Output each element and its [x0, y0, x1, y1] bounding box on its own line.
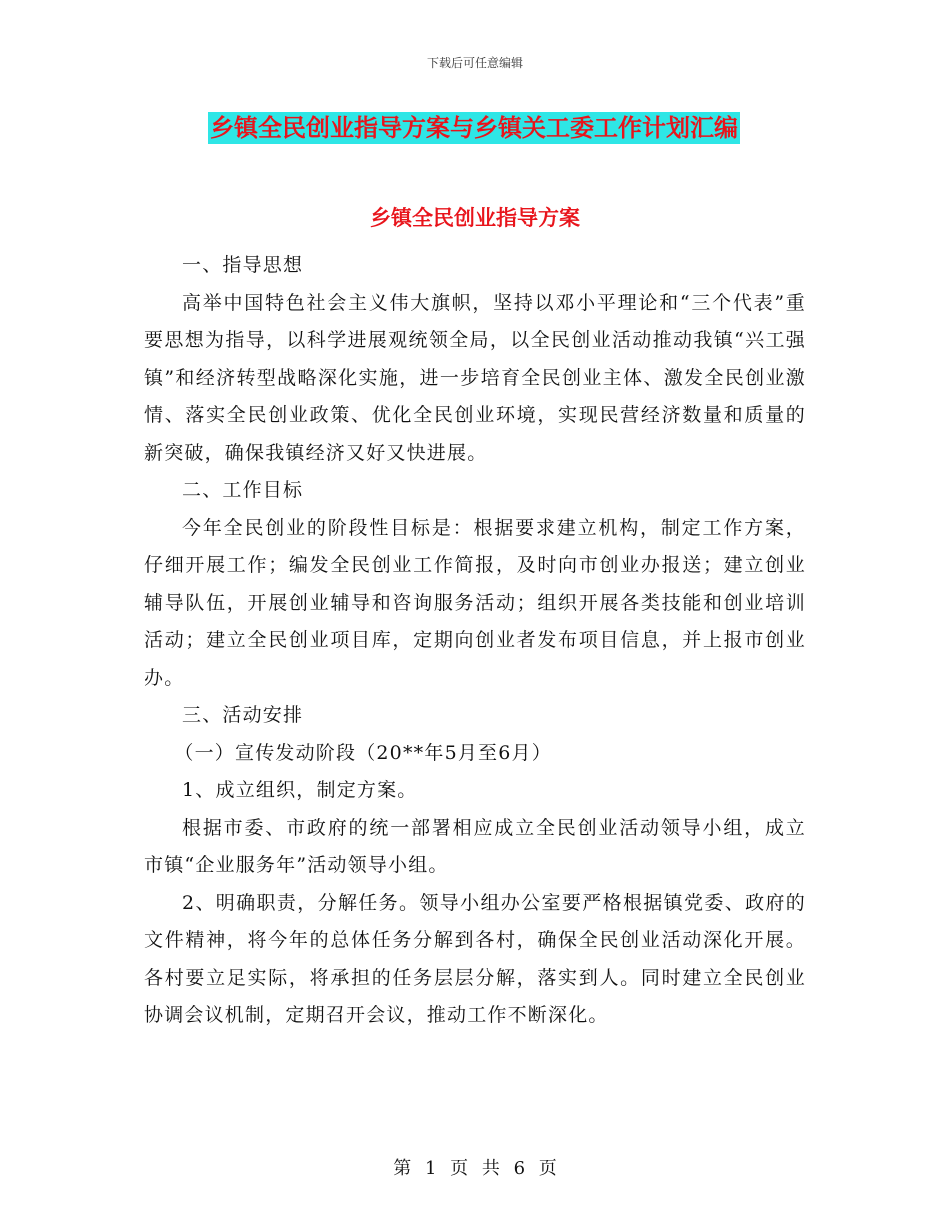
heading-guiding-ideology: 一、指导思想: [182, 254, 304, 276]
item-establish-organization: 1、成立组织，制定方案。: [182, 779, 418, 801]
heading-work-goals: 二、工作目标: [182, 479, 304, 501]
paragraph-establish-organization: 根据市委、市政府的统一部署相应成立全民创业活动领导小组，成立市镇“企业服务年”活动领导小组。: [144, 816, 806, 876]
subheading-publicity-stage: （一）宣传发动阶段（20**年5月至6月）: [174, 741, 552, 764]
section-title: 乡镇全民创业指导方案: [370, 206, 580, 230]
page-number: 第 1 页 共 6 页: [393, 1158, 557, 1179]
heading-activity-arrangement: 三、活动安排: [182, 704, 304, 726]
document-body: [144, 247, 806, 1035]
paragraph-work-goals: 今年全民创业的阶段性目标是：根据要求建立机构，制定工作方案，仔细开展工作；编发全民创业工作简报，及时向市创业办报送；建立创业辅导队伍，开展创业辅导和咨询服务活动；组织开展各类技能和创业培训活动；建立全民创业项目库，定期向创业者发布项目信息，并上报市创业办。: [144, 516, 806, 689]
document-title: 乡镇全民创业指导方案与乡镇关工委工作计划汇编: [210, 114, 738, 142]
header-note: 下载后可任意编辑: [426, 56, 523, 70]
paragraph-guiding-ideology: 高举中国特色社会主义伟大旗帜，坚持以邓小平理论和“三个代表”重要思想为指导，以科学进展观统领全局，以全民创业活动推动我镇“兴工强镇”和经济转型战略深化实施，进一步培育全民创业主体、激发全民创业激情、落实全民创业政策、优化全民创业环境，实现民营经济数量和质量的新突破，确保我镇经济又好又快进展。: [144, 291, 806, 464]
paragraph-clarify-duties: 2、明确职责，分解任务。领导小组办公室要严格根据镇党委、政府的文件精神，将今年的总体任务分解到各村，确保全民创业活动深化开展。各村要立足实际，将承担的任务层层分解，落实到人。同时建立全民创业协调会议机制，定期召开会议，推动工作不断深化。: [144, 891, 806, 1026]
